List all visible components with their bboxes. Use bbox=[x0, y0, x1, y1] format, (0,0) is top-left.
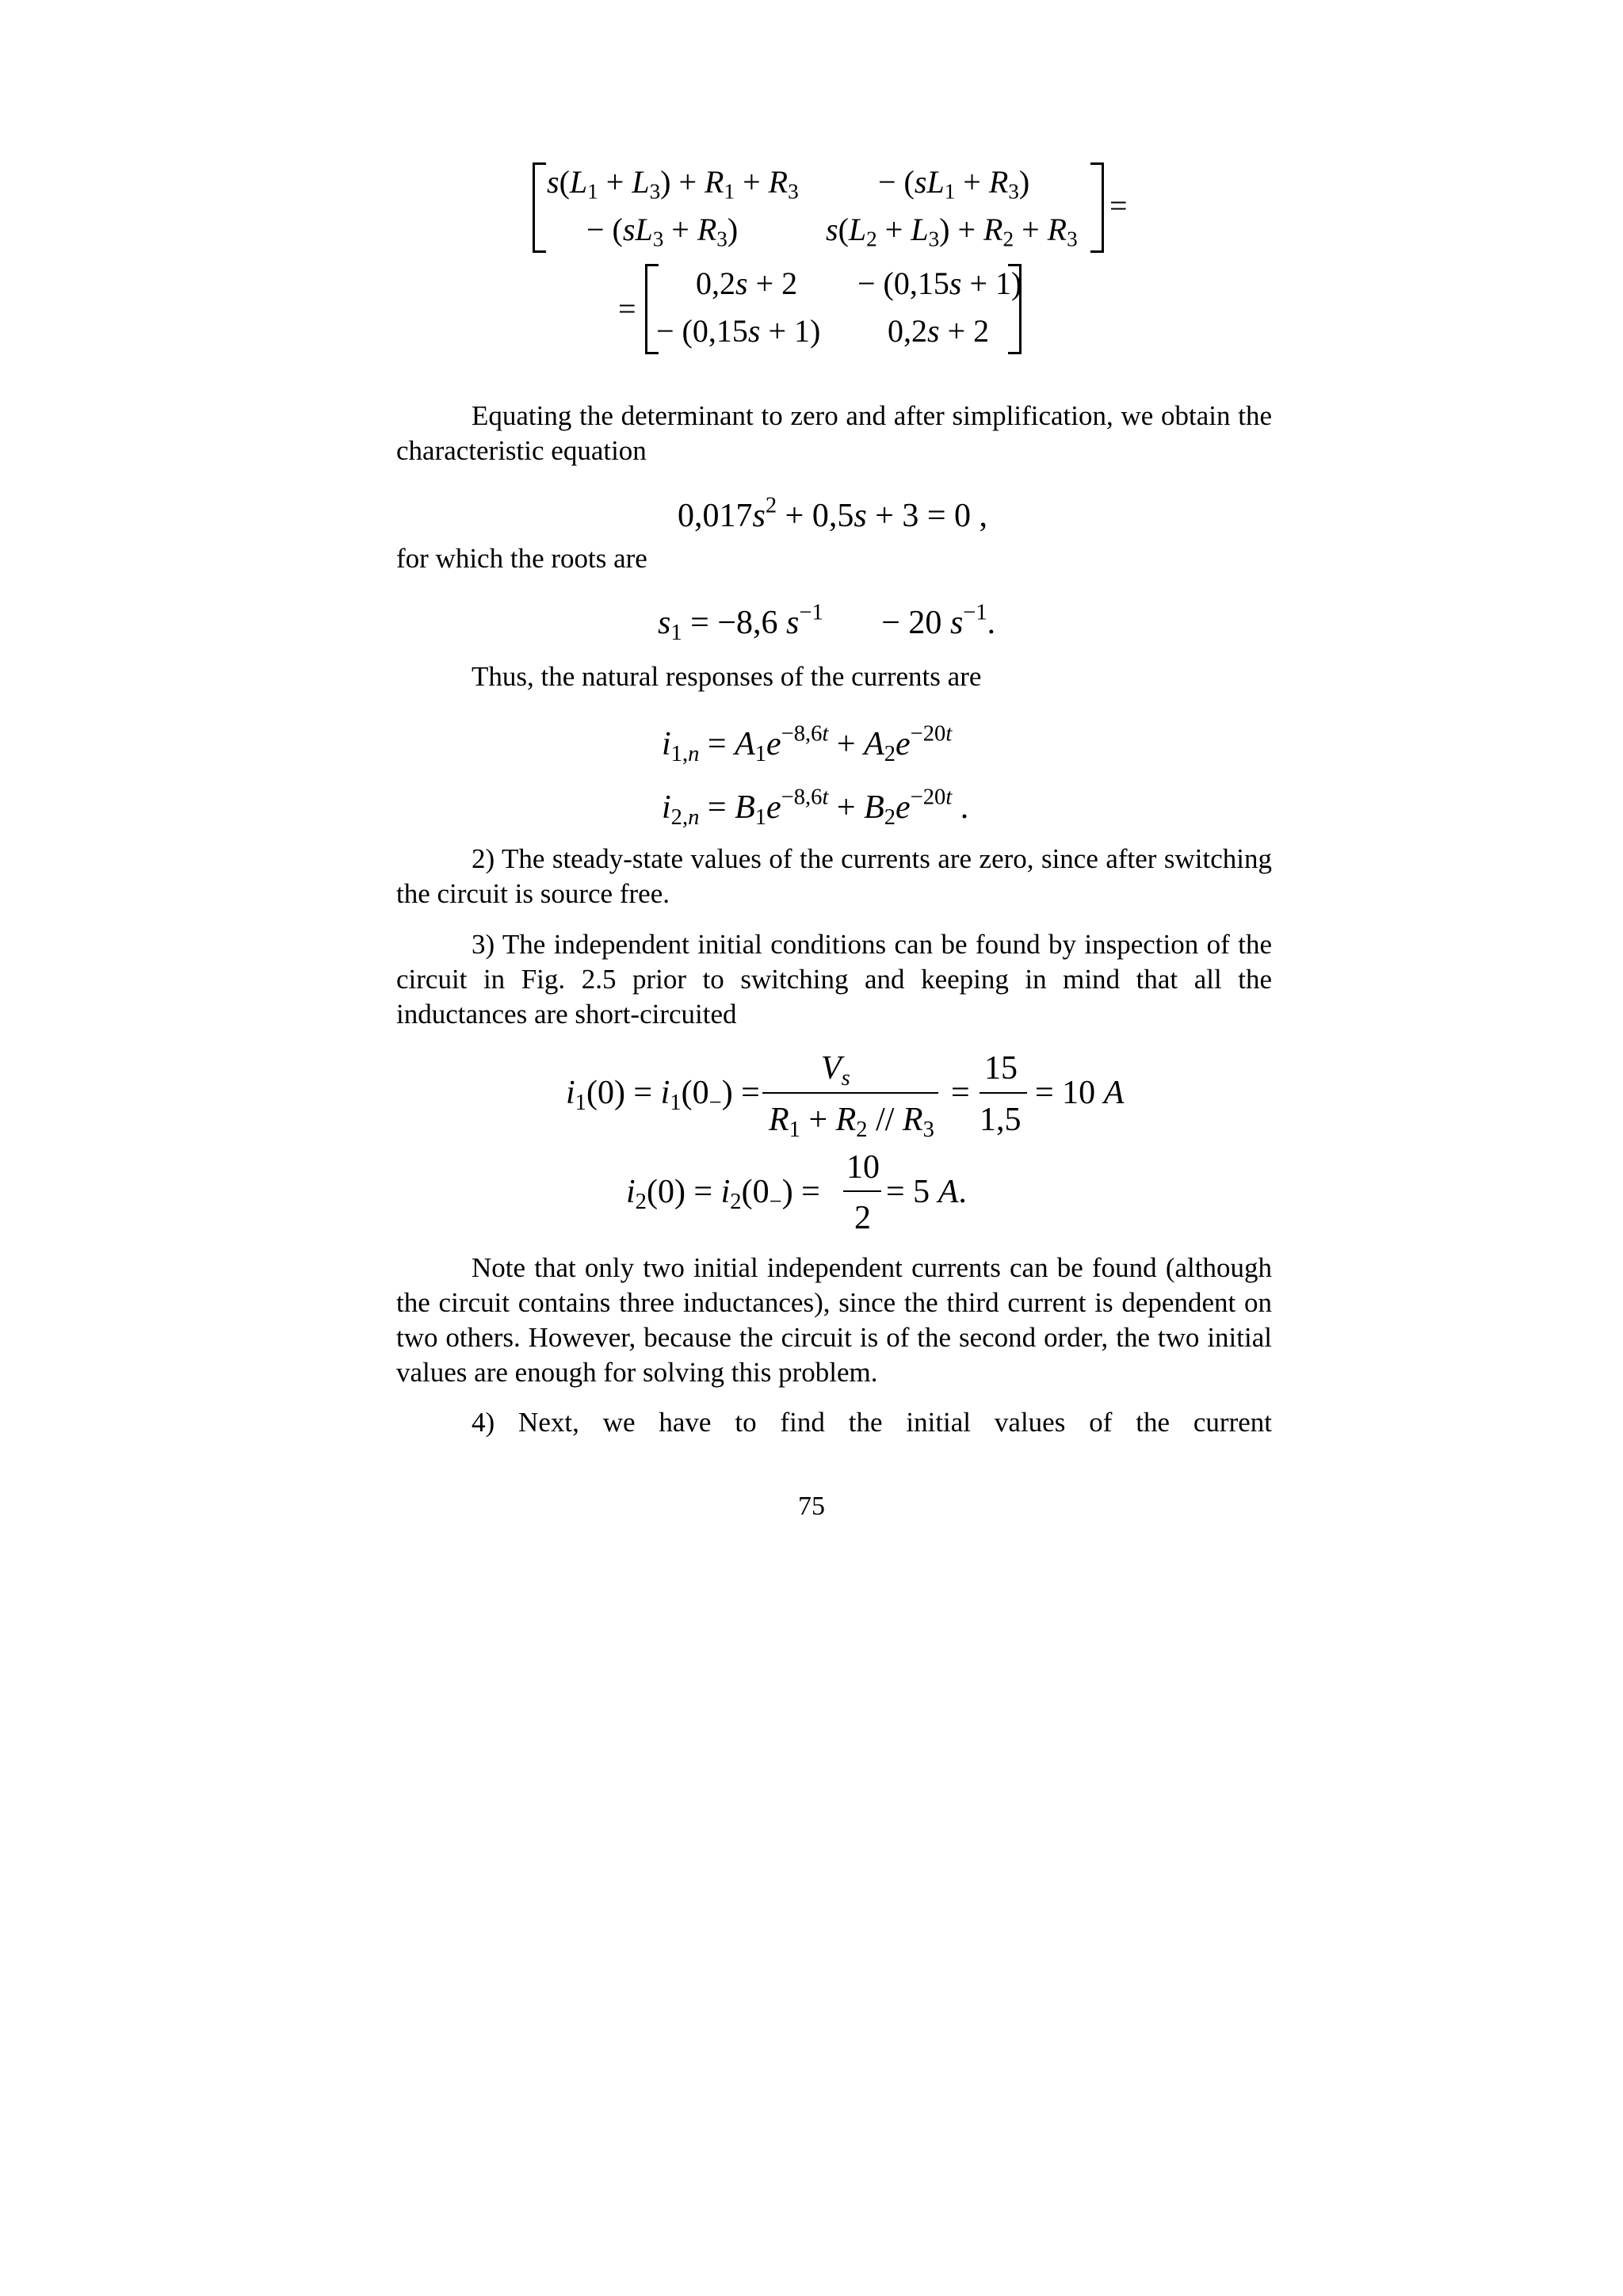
matrix-2-a11: 0,2s + 2 bbox=[696, 266, 798, 301]
paragraph-equating: Equating the determinant to zero and after simplification, we obtain the characteristic equation bbox=[396, 400, 1272, 466]
matrix-2-a12: − (0,15s + 1) bbox=[857, 266, 1022, 301]
matrix-2-right-bracket bbox=[1008, 264, 1022, 354]
paragraph-natural-responses: Thus, the natural responses of the currents are bbox=[472, 661, 982, 692]
i2-initial-numerator: 10 bbox=[846, 1149, 880, 1186]
i1-initial-numerator: $V_s$ bbox=[821, 1050, 850, 1091]
matrix-2-a21: − (0,15s + 1) bbox=[656, 313, 821, 349]
roots-equation: $s_1 = -8,6$ $s^{-1}$ − 20 $s^{-1}$. bbox=[658, 600, 996, 645]
equation-i1n: $i_{1,n} = A_1e^{-8,6t} + A_2e^{-20t}$ bbox=[662, 721, 953, 766]
i1-initial-result: = 10 A bbox=[1035, 1075, 1125, 1111]
matrix-2-equals: = bbox=[618, 291, 636, 327]
paragraph-note: Note that only two initial independent currents can be found (although the circuit contains three inductances), since the third current is dependent on two others. However, because the circuit is of the second order, the two initial values are enough for solving this problem. bbox=[396, 1252, 1272, 1388]
paragraph-steady-state: 2) The steady-state values of the currents are zero, since after switching the circuit is source free. bbox=[396, 843, 1272, 909]
matrix-1-equals: = bbox=[1109, 188, 1128, 223]
page-number: 75 bbox=[798, 1492, 825, 1521]
paragraph-next: 4) Next, we have to find the initial values of the current bbox=[472, 1407, 1272, 1438]
i1-initial-fraction-line bbox=[762, 1092, 938, 1094]
characteristic-equation: $0,017s^2 + 0,5s + 3 = 0$ , bbox=[678, 493, 988, 534]
matrix-1-a21: − $(sL_3 + R_3)$ bbox=[586, 212, 739, 251]
i2-initial-lhs: $i_2(0) = i_2(0_-)$ = bbox=[626, 1174, 820, 1214]
i2-initial-result: = 5 A. bbox=[886, 1174, 967, 1210]
i1-initial-lhs: $i_1(0) = i_1(0_-)$ = bbox=[566, 1075, 760, 1115]
matrix-1-a12: − $(sL_1 + R_3)$ bbox=[878, 164, 1030, 204]
i1-initial-fraction-line-2 bbox=[980, 1092, 1027, 1094]
i2-initial-fraction-line bbox=[843, 1190, 881, 1192]
equation-i2n: $i_{2,n} = B_1e^{-8,6t} + B_2e^{-20t}$ . bbox=[662, 785, 969, 830]
i1-initial-denominator-2: 1,5 bbox=[980, 1102, 1022, 1138]
paragraph-initial-conditions: 3) The independent initial conditions can be found by inspection of the circuit in Fig. 2.5 prior to switching and keeping in mind that all the inductances are short-circuited bbox=[396, 929, 1272, 1030]
i1-initial-numerator-2: 15 bbox=[984, 1050, 1018, 1087]
matrix-1-right-bracket bbox=[1090, 162, 1104, 253]
matrix-2-a22: 0,2s + 2 bbox=[888, 313, 990, 349]
matrix-1-a22: $s(L_2 + L_3) + R_2 + R_3$ bbox=[826, 212, 1078, 251]
i1-initial-equals: = bbox=[951, 1075, 970, 1111]
matrix-1-a11: $s(L_1 + L_3) + R_1 + R_3$ bbox=[547, 164, 799, 204]
i2-initial-denominator: 2 bbox=[854, 1200, 871, 1236]
i1-initial-denominator: $R_1 + R_2 // R_3$ bbox=[769, 1102, 934, 1142]
matrix-1-left-bracket bbox=[533, 162, 546, 253]
paragraph-roots-intro: for which the roots are bbox=[396, 543, 647, 574]
